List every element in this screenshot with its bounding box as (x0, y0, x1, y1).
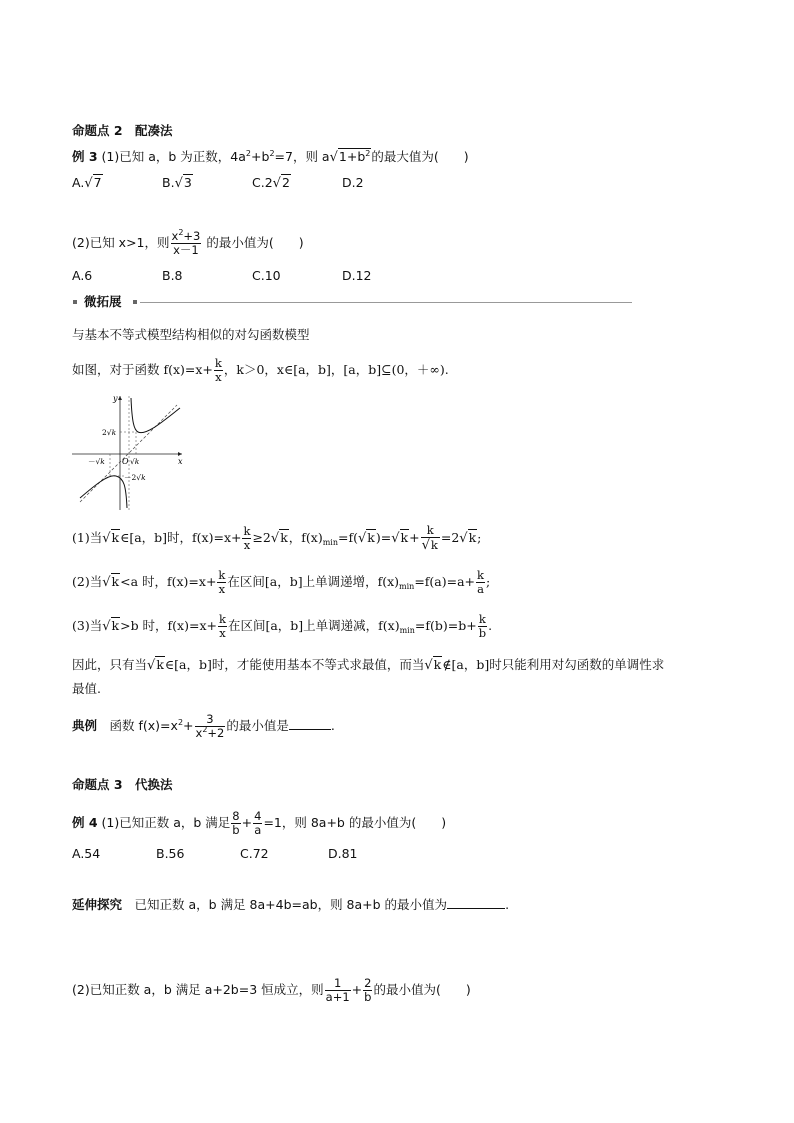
ex3-part1-options (72, 174, 364, 193)
option-b: B.8 (162, 268, 183, 283)
expand-header: 微拓展 (84, 294, 122, 309)
ex3-part2: (2)已知 x>1，则 $\frac{x^2+3}{x-1}$ 的最小值为( ) (72, 227, 304, 257)
fraction: $\frac{x^2+3}{x-1}$ (171, 227, 201, 257)
section3-heading: 命题点 3 代换法 (72, 777, 173, 792)
option-a: A.6 (72, 268, 93, 283)
case-2: (2)当√k<a 时，f(x)=x+ $\frac{k}{x}$ 在区间[a，b]上单调递增，$f(x)_{min}=f(a)=a+$ $\frac{k}{a}$ ; (72, 567, 491, 596)
extend-label: 延伸探究 (72, 897, 123, 912)
sqrt-expression: $√1+b^2$ (329, 149, 371, 165)
typical-label: 典例 (72, 718, 98, 733)
header-rule (140, 302, 632, 303)
section2-heading: 命题点 2 配凑法 (72, 123, 173, 138)
option-d: D.12 (342, 268, 372, 283)
tick-label-2rk: 2√k (102, 428, 117, 437)
expand-intro: 如图，对于函数 f(x)=x+ $\frac{k}{x}$ ，k＞0，x∈[a，b]，[a，b]⊆(0，＋∞). (72, 355, 449, 384)
extend-question: 延伸探究 已知正数 a，b 满足 8a+4b=ab，则 8a+b 的最小值为 . (72, 897, 510, 912)
origin-label: O (122, 457, 129, 466)
option-b: B.56 (156, 846, 185, 861)
hook-function-graph (72, 392, 192, 512)
conclusion-line-1: 因此，只有当√k∈[a，b]时，才能使用基本不等式求最值，而当√k∉[a，b]时只能利用对勾函数的单调性求 (72, 657, 665, 673)
fraction: $\frac{3}{x^2+2}$ (195, 711, 225, 740)
y-axis-arrow-icon (118, 396, 122, 400)
ex3-part2-options (72, 267, 372, 285)
option-a: A.√7 (72, 175, 102, 191)
typical-example: 典例 函数 $f(x)=x^2+$ $\frac{3}{x^2+2}$ 的最小值是 . (72, 711, 335, 740)
case-1: (1)当√k∈[a，b]时，f(x)=x+ $\frac{k}{x}$ ≥2√k，$f(x)_{min}=f(√k)=√k+$ $\frac{k}{√k}$ =2√k; (72, 522, 482, 554)
answer-blank[interactable] (447, 896, 505, 909)
header-mark-icon (73, 300, 77, 304)
ex4-part1: 例 4 (1)已知正数 a，b 满足 $\frac{8}{b}$ + $\frac{4}{a}$ =1，则 8a+b 的最小值为( ) (72, 808, 447, 837)
x-axis-arrow-icon (178, 452, 182, 456)
option-c: C.72 (240, 846, 269, 861)
curve-right-branch (131, 398, 180, 433)
asymptote-line (80, 405, 177, 502)
option-d: D.81 (328, 846, 358, 861)
ex4-label: 例 4 (72, 815, 98, 830)
y-label: y (113, 394, 118, 403)
ex3-part1: 例 3 (1)已知 a，b 为正数，$4a^2+b^2=7$，则 $a√1+b^2$的最大值为( ) (72, 149, 469, 165)
tick-label-neg-rk: －√k (88, 457, 105, 466)
fraction: $\frac{k}{x}$ (214, 355, 222, 384)
option-c: C.2√2 (252, 175, 290, 191)
tick-label-neg-2rk: －2√k (124, 473, 146, 482)
expand-title: 与基本不等式模型结构相似的对勾函数模型 (72, 327, 310, 342)
option-a: A.54 (72, 846, 101, 861)
option-d: D.2 (342, 175, 364, 190)
tick-label-rk: √k (130, 457, 140, 466)
case-3: (3)当√k>b 时，f(x)=x+ $\frac{k}{x}$ 在区间[a，b]上单调递减，$f(x)_{min}=f(b)=b+$ $\frac{k}{b}$ . (72, 611, 493, 640)
header-mark-icon (133, 300, 137, 304)
option-b: B.√3 (162, 175, 192, 191)
x-label: x (178, 457, 183, 466)
ex4-part1-options (72, 845, 358, 863)
ex4-part2: (2)已知正数 a，b 满足 a+2b=3 恒成立，则 $\frac{1}{a+1}$ + $\frac{2}{b}$ 的最小值为( ) (72, 975, 471, 1004)
ex3-label: 例 3 (72, 149, 98, 164)
conclusion-line-2: 最值. (72, 681, 101, 696)
answer-blank[interactable] (289, 717, 331, 730)
option-c: C.10 (252, 268, 281, 283)
